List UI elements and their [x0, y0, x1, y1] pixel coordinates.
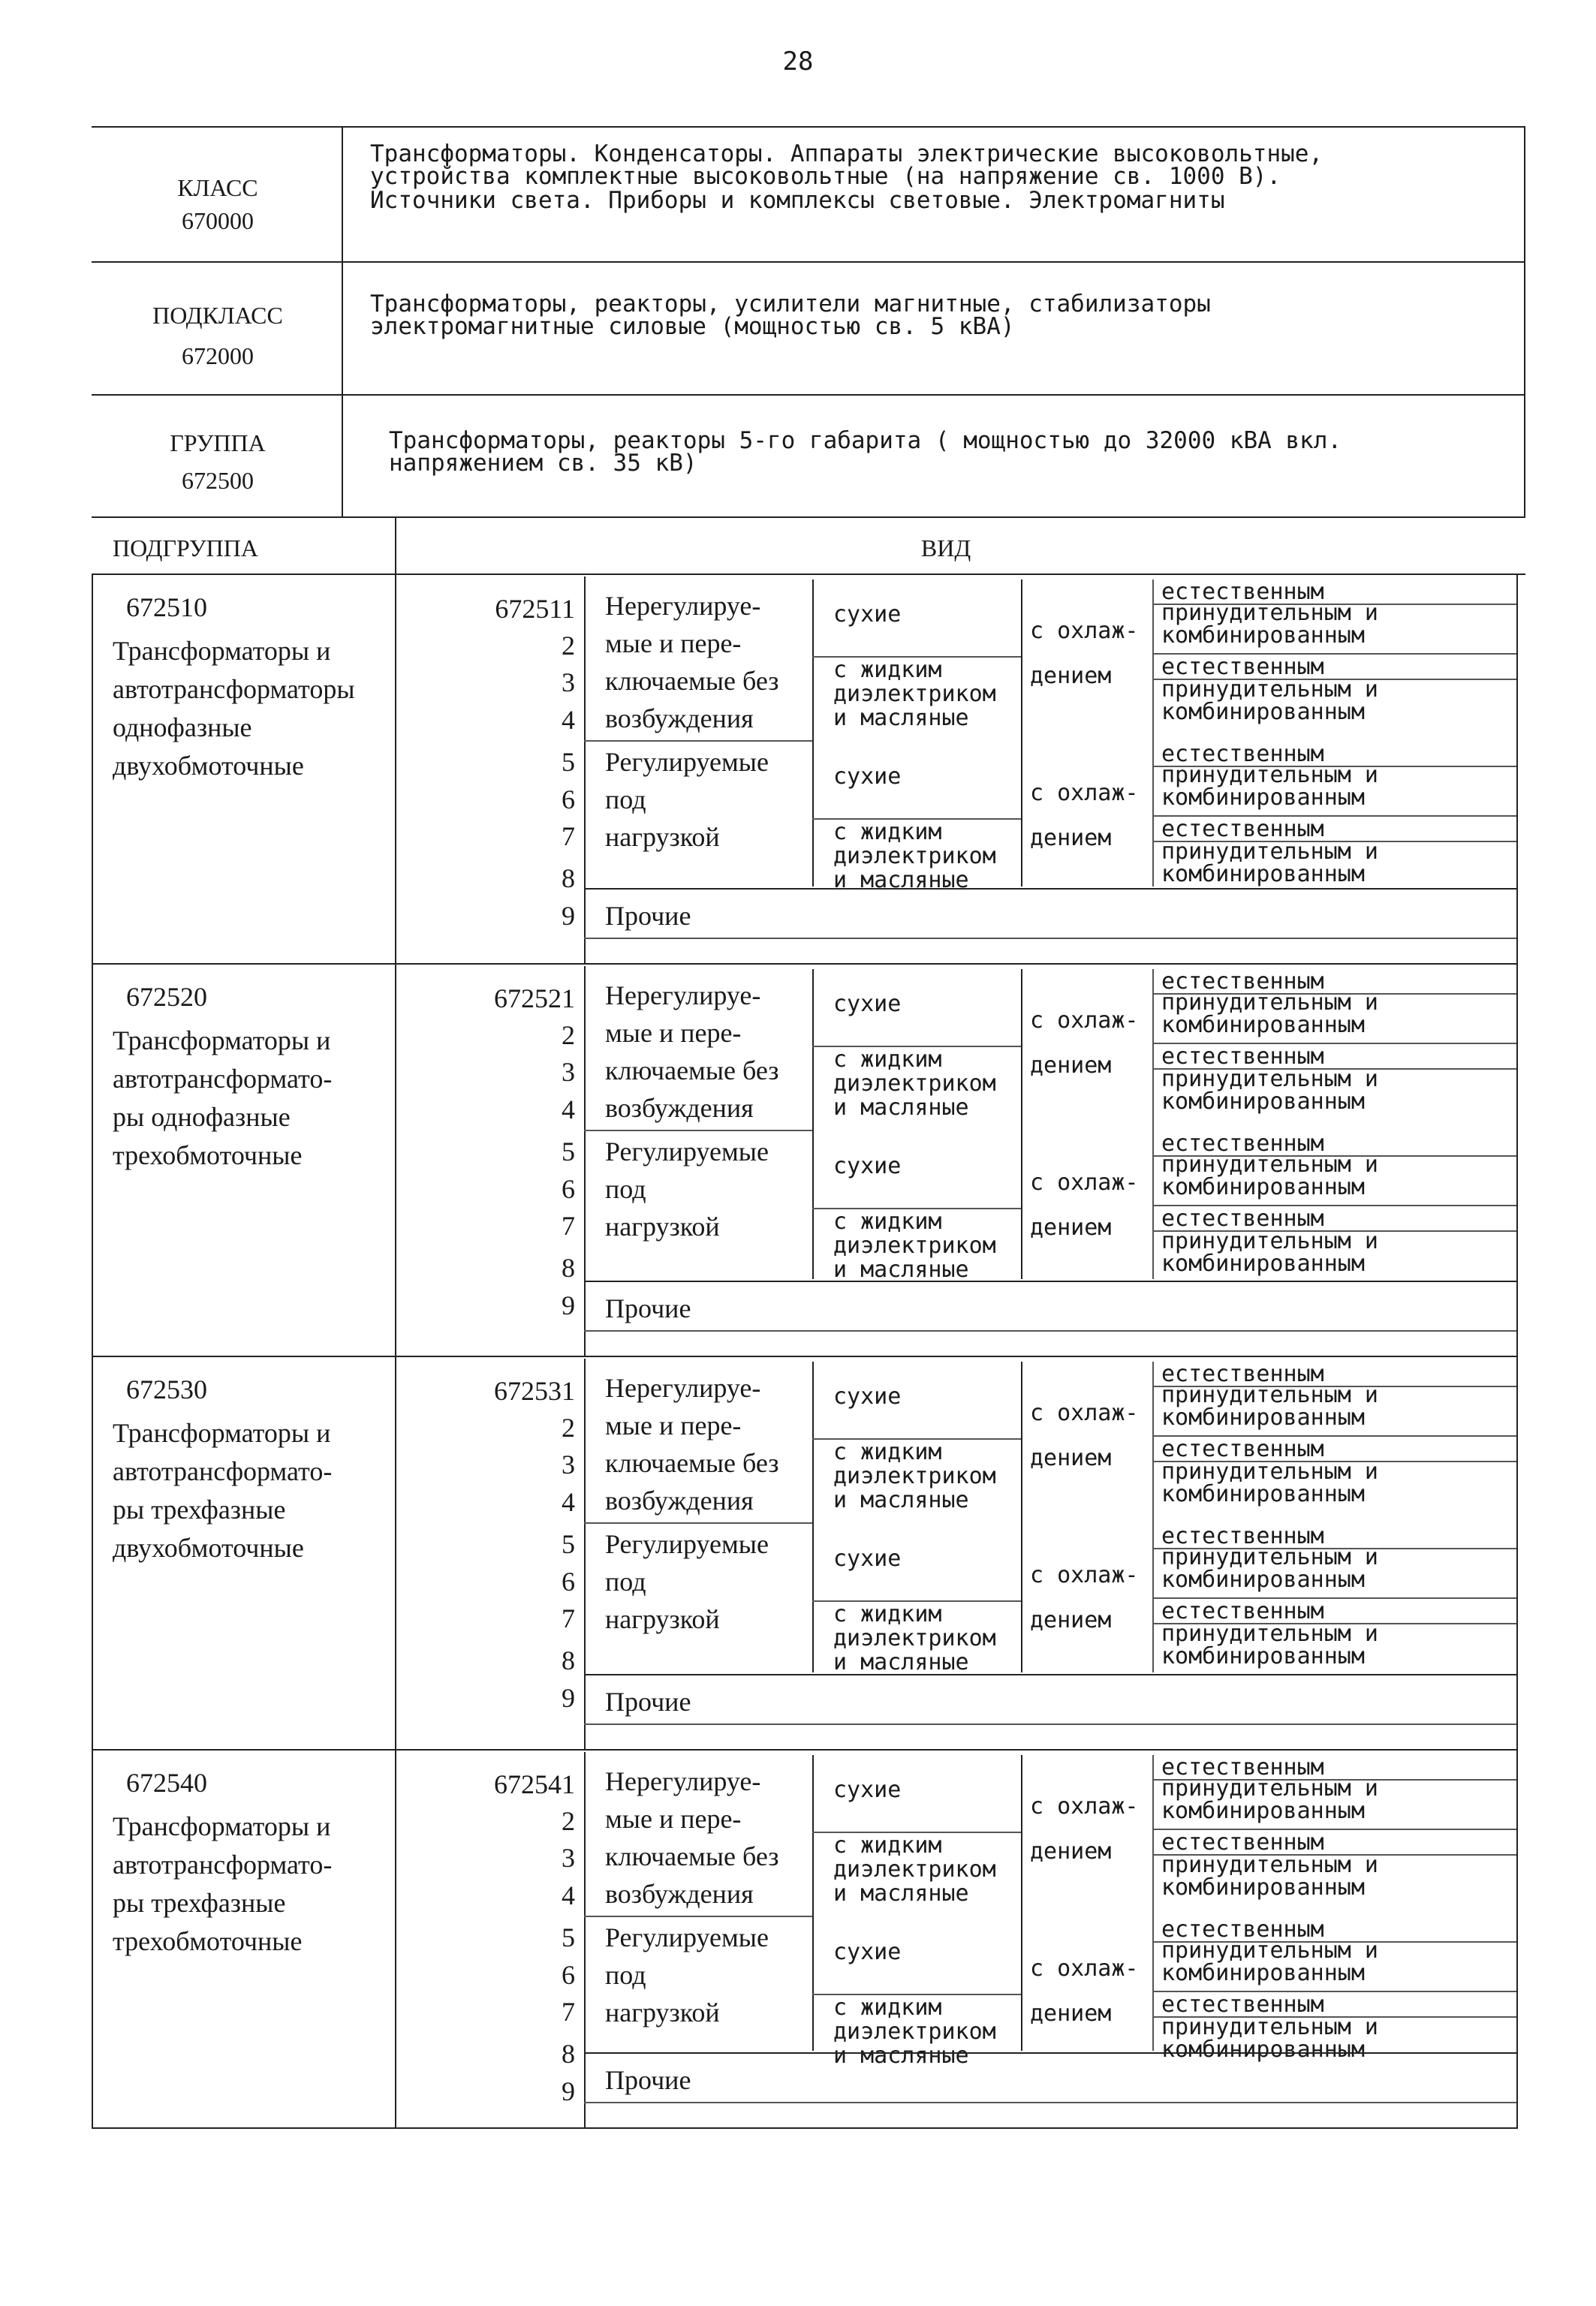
- group-text-1: Трансформаторы, реакторы 5-го габарита ( мощностью до 32000 кВА вкл.: [389, 427, 1342, 454]
- unregulated-label-line: Нерегулируе-: [605, 980, 761, 1010]
- kind-code-suffix: 5: [562, 747, 575, 777]
- liquid-label-line: с жидким: [833, 1832, 942, 1859]
- cooling-label-line: дением: [1030, 1838, 1112, 1865]
- other-row-bottom-rule: [584, 1330, 1516, 1332]
- subgroup-name-line: ры трехфазные: [113, 1888, 286, 1918]
- dry-label: сухие: [833, 991, 902, 1017]
- cooling-option: комбинированным: [1161, 1174, 1365, 1200]
- liquid-label-line: с жидким: [833, 819, 942, 845]
- cooling-label-line: с охлаж-: [1030, 1007, 1139, 1034]
- other-label: Прочие: [605, 1293, 691, 1323]
- regulated-label-line: Регулируемые: [605, 747, 769, 777]
- kind-code-suffix: 4: [562, 1094, 575, 1124]
- header-top-rule: [92, 126, 1525, 128]
- cooling-option: комбинированным: [1161, 1567, 1365, 1593]
- unregulated-label-line: Нерегулируе-: [605, 1373, 761, 1403]
- cooling-option: комбинированным: [1161, 1481, 1365, 1507]
- cooling-label-line: с охлаж-: [1030, 1793, 1139, 1820]
- regulated-label-line: под: [605, 784, 646, 814]
- regulated-separator: [584, 1522, 812, 1524]
- kind-code-suffix: 5: [562, 1136, 575, 1167]
- col-header-divider: [395, 516, 396, 576]
- subclass-code: 672000: [182, 342, 254, 369]
- regulated-label-line: под: [605, 1960, 646, 1990]
- kind-code-suffix: 9: [562, 901, 575, 931]
- option-rule: [1152, 815, 1516, 817]
- subgroup-name-line: автотрансформато-: [113, 1456, 333, 1486]
- cooling-label-line: дением: [1030, 1215, 1112, 1241]
- material-column-rule: [812, 1362, 814, 1672]
- cooling-option: естественным: [1161, 968, 1324, 995]
- col-kind-header: ВИД: [920, 534, 971, 561]
- liquid-label-line: диэлектриком: [833, 1070, 996, 1097]
- cooling-option: комбинированным: [1161, 861, 1365, 887]
- subgroup-separator: [92, 1356, 1516, 1357]
- subgroup-name-line: автотрансформато-: [113, 1064, 333, 1094]
- other-row-rule: [584, 1674, 1516, 1675]
- cooling-option: принудительным и: [1161, 676, 1378, 703]
- liquid-label-line: и масляные: [833, 1094, 969, 1121]
- regulated-label-line: нагрузкой: [605, 1212, 720, 1242]
- liquid-label-line: с жидким: [833, 1994, 942, 2021]
- header-divider: [342, 126, 343, 516]
- regulated-label-line: нагрузкой: [605, 1997, 720, 2028]
- kind-code: 672511: [495, 594, 575, 624]
- option-rule: [1152, 1779, 1516, 1781]
- unregulated-label-line: возбуждения: [605, 703, 754, 733]
- cooling-label-line: дением: [1030, 663, 1112, 689]
- kind-code-suffix: 8: [562, 2039, 575, 2069]
- unregulated-label-line: Нерегулируе-: [605, 591, 761, 621]
- other-row-rule: [584, 1281, 1516, 1282]
- cooling-option: комбинированным: [1161, 1012, 1365, 1038]
- kind-code-suffix: 7: [562, 1997, 575, 2027]
- class-bottom-rule: [92, 261, 1525, 263]
- kind-code: 672521: [494, 983, 575, 1013]
- cooling-option: комбинированным: [1161, 622, 1365, 649]
- kind-column-rule: [584, 576, 586, 963]
- unregulated-label-line: ключаемые без: [605, 666, 779, 696]
- cooling-label-line: с охлаж-: [1030, 618, 1139, 644]
- cooling-label-line: дением: [1030, 1607, 1112, 1633]
- kind-code-suffix: 5: [562, 1529, 575, 1559]
- subgroup-separator: [92, 963, 1516, 965]
- liquid-label-line: диэлектриком: [833, 2019, 996, 2045]
- cooling-option: комбинированным: [1161, 1798, 1365, 1824]
- class-text-2: устройства комплектные высоковольтные (на напряжение св. 1000 В).: [370, 163, 1281, 190]
- cooling-label-line: с охлаж-: [1030, 1170, 1139, 1196]
- subgroup-code: 672520: [126, 982, 207, 1012]
- subgroup-name-line: двухобмоточные: [113, 1533, 304, 1563]
- option-column-rule: [1152, 1362, 1154, 1672]
- cooling-option: естественным: [1161, 1043, 1324, 1070]
- cooling-option: естественным: [1161, 1754, 1324, 1781]
- liquid-label-line: и масляные: [833, 2043, 969, 2069]
- cooling-label-line: с охлаж-: [1030, 1955, 1139, 1982]
- kind-code-suffix: 8: [562, 863, 575, 893]
- group-code: 672500: [182, 467, 254, 494]
- option-rule: [1152, 1068, 1516, 1070]
- liquid-label-line: с жидким: [833, 657, 942, 683]
- cooling-column-rule: [1021, 1755, 1022, 2051]
- cooling-option: принудительным и: [1161, 2014, 1378, 2040]
- kind-code-suffix: 2: [562, 1413, 575, 1443]
- subgroup-name-line: ры трехфазные: [113, 1495, 286, 1525]
- regulated-label-line: Регулируемые: [605, 1922, 769, 1952]
- unregulated-label-line: ключаемые без: [605, 1841, 779, 1871]
- dry-label: сухие: [833, 1777, 902, 1803]
- cooling-option: естественным: [1161, 1361, 1324, 1387]
- unregulated-label-line: мые и пере-: [605, 1410, 742, 1440]
- subgroup-name-line: трехобмоточные: [113, 1140, 303, 1170]
- class-label: КЛАСС: [177, 174, 258, 201]
- cooling-option: принудительным и: [1161, 1544, 1378, 1570]
- kind-code-suffix: 2: [562, 1020, 575, 1050]
- group-text-2: напряжением св. 35 кВ): [389, 450, 697, 477]
- other-row-rule: [584, 888, 1516, 890]
- cooling-option: комбинированным: [1161, 1088, 1365, 1115]
- option-rule: [1152, 2016, 1516, 2018]
- dry-label: сухие: [833, 763, 902, 790]
- kind-code-suffix: 9: [562, 1290, 575, 1320]
- unregulated-label-line: возбуждения: [605, 1879, 754, 1909]
- option-rule: [1152, 1155, 1516, 1157]
- kind-code-suffix: 9: [562, 2076, 575, 2106]
- cooling-option: принудительным и: [1161, 1459, 1378, 1485]
- option-rule: [1152, 1386, 1516, 1387]
- kind-code-suffix: 8: [562, 1645, 575, 1675]
- cooling-label-line: дением: [1030, 1445, 1112, 1471]
- table-right-rule: [1516, 573, 1518, 2129]
- kind-code: 672531: [494, 1376, 575, 1406]
- header-right-rule: [1524, 126, 1525, 516]
- other-row-bottom-rule: [584, 1723, 1516, 1725]
- other-row-bottom-rule: [584, 938, 1516, 939]
- cooling-option: естественным: [1161, 654, 1324, 680]
- kind-code-suffix: 6: [562, 1567, 575, 1597]
- option-rule: [1152, 1597, 1516, 1599]
- subgroup-name-line: автотрансформаторы: [113, 674, 355, 704]
- option-rule: [1152, 604, 1516, 605]
- col-header-bottom-rule: [92, 573, 1525, 575]
- dry-label: сухие: [833, 1939, 902, 1965]
- liquid-label-line: и масляные: [833, 1487, 969, 1513]
- subgroup-name-line: Трансформаторы и: [113, 1811, 331, 1841]
- subclass-text-2: электромагнитные силовые (мощностью св. 5 кВА): [370, 313, 1015, 340]
- kind-code-suffix: 8: [562, 1253, 575, 1283]
- regulated-separator: [584, 1916, 812, 1917]
- material-column-rule: [812, 1755, 814, 2051]
- subgroup-name-line: Трансформаторы и: [113, 636, 331, 666]
- subclass-label: ПОДКЛАСС: [152, 302, 283, 329]
- cooling-option: принудительным и: [1161, 1228, 1378, 1254]
- cooling-option: естественным: [1161, 1916, 1324, 1943]
- cooling-option: естественным: [1161, 1598, 1324, 1624]
- kind-code: 672541: [494, 1769, 575, 1799]
- subgroup-code: 672540: [126, 1768, 207, 1798]
- unregulated-label-line: Нерегулируе-: [605, 1766, 761, 1796]
- cooling-column-rule: [1021, 580, 1022, 887]
- subgroup-name-line: двухобмоточные: [113, 751, 304, 781]
- regulated-label-line: Регулируемые: [605, 1529, 769, 1559]
- cooling-option: естественным: [1161, 1523, 1324, 1549]
- unregulated-label-line: мые и пере-: [605, 1804, 742, 1834]
- regulated-separator: [584, 740, 812, 742]
- subgroup-name-line: ры однофазные: [113, 1102, 291, 1132]
- kind-code-suffix: 6: [562, 1960, 575, 1990]
- subgroup-name-line: однофазные: [113, 712, 252, 742]
- cooling-column-rule: [1021, 1362, 1022, 1672]
- cooling-label-line: с охлаж-: [1030, 1400, 1139, 1426]
- kind-code-suffix: 6: [562, 1174, 575, 1204]
- subgroup-name-line: Трансформаторы и: [113, 1025, 331, 1055]
- kind-code-suffix: 4: [562, 1880, 575, 1910]
- regulated-label-line: нагрузкой: [605, 822, 720, 852]
- cooling-option: принудительным и: [1161, 1852, 1378, 1878]
- cooling-option: комбинированным: [1161, 1960, 1365, 1986]
- option-column-rule: [1152, 969, 1154, 1279]
- option-rule: [1152, 1941, 1516, 1943]
- option-rule: [1152, 653, 1516, 655]
- kind-code-suffix: 9: [562, 1683, 575, 1713]
- liquid-label-line: и масляные: [833, 867, 969, 893]
- kind-code-suffix: 6: [562, 784, 575, 814]
- option-rule: [1152, 993, 1516, 995]
- table-bottom-rule: [92, 2127, 1518, 2129]
- option-column-rule: [1152, 580, 1154, 887]
- unregulated-label-line: мые и пере-: [605, 1018, 742, 1048]
- kind-code-suffix: 3: [562, 667, 575, 697]
- cooling-label-line: с охлаж-: [1030, 780, 1139, 806]
- kind-column-rule: [584, 1359, 586, 1749]
- cooling-option: принудительным и: [1161, 989, 1378, 1016]
- option-rule: [1152, 1230, 1516, 1232]
- table-left-rule: [92, 573, 93, 2129]
- subgroup-code: 672530: [126, 1374, 207, 1404]
- kind-code-suffix: 2: [562, 631, 575, 661]
- subclass-bottom-rule: [92, 394, 1525, 396]
- liquid-label-line: с жидким: [833, 1046, 942, 1073]
- cooling-option: принудительным и: [1161, 1066, 1378, 1092]
- liquid-label-line: и масляные: [833, 1257, 969, 1283]
- option-rule: [1152, 1854, 1516, 1856]
- cooling-label-line: дением: [1030, 825, 1112, 851]
- subgroup-name-line: Трансформаторы и: [113, 1418, 331, 1448]
- option-rule: [1152, 1435, 1516, 1437]
- cooling-label-line: с охлаж-: [1030, 1562, 1139, 1588]
- liquid-label-line: диэлектриком: [833, 1625, 996, 1651]
- cooling-option: принудительным и: [1161, 600, 1378, 626]
- option-rule: [1152, 1461, 1516, 1462]
- class-text-3: Источники света. Приборы и комплексы световые. Электромагниты: [370, 187, 1225, 214]
- kind-column-rule: [584, 966, 586, 1356]
- cooling-option: комбинированным: [1161, 2037, 1365, 2063]
- kind-code-suffix: 5: [562, 1922, 575, 1952]
- cooling-column-rule: [1021, 969, 1022, 1279]
- subclass-text-1: Трансформаторы, реакторы, усилители магнитные, стабилизаторы: [370, 291, 1211, 318]
- option-rule: [1152, 1829, 1516, 1830]
- kind-code-suffix: 2: [562, 1806, 575, 1836]
- kind-code-suffix: 7: [562, 1603, 575, 1633]
- dry-label: сухие: [833, 1153, 902, 1179]
- liquid-label-line: с жидким: [833, 1209, 942, 1235]
- group-bottom-rule: [92, 516, 1525, 518]
- regulated-label-line: нагрузкой: [605, 1604, 720, 1634]
- cooling-option: комбинированным: [1161, 699, 1365, 725]
- liquid-label-line: и масляные: [833, 1649, 969, 1675]
- material-column-rule: [812, 580, 814, 887]
- class-code: 670000: [182, 207, 254, 234]
- kind-code-suffix: 4: [562, 705, 575, 735]
- unregulated-label-line: возбуждения: [605, 1486, 754, 1516]
- code-column-rule: [395, 573, 396, 963]
- cooling-option: естественным: [1161, 816, 1324, 842]
- cooling-option: комбинированным: [1161, 1404, 1365, 1431]
- unregulated-label-line: мые и пере-: [605, 628, 742, 658]
- kind-code-suffix: 7: [562, 821, 575, 851]
- unregulated-label-line: ключаемые без: [605, 1448, 779, 1478]
- code-column-rule: [395, 1356, 396, 1749]
- subgroup-separator: [92, 1749, 1516, 1751]
- cooling-option: комбинированным: [1161, 1643, 1365, 1669]
- option-rule: [1152, 1991, 1516, 1992]
- class-text-1: Трансформаторы. Конденсаторы. Аппараты электрические высоковольтные,: [370, 140, 1323, 167]
- dry-label: сухие: [833, 1383, 902, 1410]
- dry-label: сухие: [833, 601, 902, 628]
- kind-code-suffix: 3: [562, 1843, 575, 1873]
- regulated-label-line: Регулируемые: [605, 1136, 769, 1167]
- cooling-option: комбинированным: [1161, 1874, 1365, 1901]
- cooling-option: принудительным и: [1161, 1151, 1378, 1178]
- material-column-rule: [812, 969, 814, 1279]
- option-rule: [1152, 1548, 1516, 1549]
- dry-label: сухие: [833, 1546, 902, 1572]
- other-label: Прочие: [605, 1687, 691, 1717]
- cooling-option: принудительным и: [1161, 1937, 1378, 1964]
- cooling-option: принудительным и: [1161, 762, 1378, 788]
- other-label: Прочие: [605, 901, 691, 931]
- liquid-label-line: диэлектриком: [833, 1463, 996, 1489]
- cooling-option: принудительным и: [1161, 1382, 1378, 1408]
- cooling-option: принудительным и: [1161, 1775, 1378, 1802]
- option-rule: [1152, 1205, 1516, 1206]
- liquid-label-line: с жидким: [833, 1601, 942, 1627]
- code-column-rule: [395, 1749, 396, 2127]
- cooling-option: естественным: [1161, 579, 1324, 605]
- kind-code-suffix: 3: [562, 1450, 575, 1480]
- kind-code-suffix: 4: [562, 1487, 575, 1517]
- cooling-option: естественным: [1161, 1206, 1324, 1232]
- regulated-label-line: под: [605, 1567, 646, 1597]
- option-rule: [1152, 766, 1516, 767]
- group-label: ГРУППА: [170, 429, 266, 456]
- liquid-label-line: диэлектриком: [833, 1233, 996, 1259]
- liquid-label-line: диэлектриком: [833, 1856, 996, 1883]
- other-label: Прочие: [605, 2065, 691, 2095]
- option-rule: [1152, 679, 1516, 680]
- subgroup-code: 672510: [126, 592, 207, 622]
- cooling-label-line: дением: [1030, 1052, 1112, 1079]
- cooling-option: комбинированным: [1161, 1251, 1365, 1277]
- cooling-option: естественным: [1161, 1436, 1324, 1462]
- regulated-label-line: под: [605, 1174, 646, 1204]
- liquid-label-line: диэлектриком: [833, 681, 996, 707]
- liquid-label-line: и масляные: [833, 705, 969, 731]
- cooling-option: принудительным и: [1161, 838, 1378, 865]
- other-row-bottom-rule: [584, 2102, 1516, 2103]
- subgroup-name-line: трехобмоточные: [113, 1926, 303, 1956]
- col-subgroup-header: ПОДГРУППА: [113, 534, 258, 561]
- liquid-label-line: с жидким: [833, 1439, 942, 1465]
- cooling-option: естественным: [1161, 1829, 1324, 1856]
- cooling-option: естественным: [1161, 1991, 1324, 2018]
- kind-code-suffix: 7: [562, 1211, 575, 1241]
- kind-column-rule: [584, 1752, 586, 2127]
- cooling-option: естественным: [1161, 1130, 1324, 1157]
- cooling-option: комбинированным: [1161, 784, 1365, 811]
- cooling-option: естественным: [1161, 741, 1324, 767]
- option-rule: [1152, 1623, 1516, 1624]
- liquid-label-line: и масляные: [833, 1880, 969, 1907]
- subgroup-name-line: автотрансформато-: [113, 1850, 333, 1880]
- cooling-option: принудительным и: [1161, 1621, 1378, 1647]
- option-rule: [1152, 841, 1516, 842]
- option-rule: [1152, 1043, 1516, 1044]
- page-number: 28: [782, 47, 814, 77]
- other-row-rule: [584, 2052, 1516, 2054]
- unregulated-label-line: ключаемые без: [605, 1055, 779, 1085]
- liquid-label-line: диэлектриком: [833, 843, 996, 869]
- code-column-rule: [395, 963, 396, 1356]
- regulated-separator: [584, 1130, 812, 1131]
- cooling-label-line: дением: [1030, 2000, 1112, 2027]
- kind-code-suffix: 3: [562, 1057, 575, 1087]
- unregulated-label-line: возбуждения: [605, 1093, 754, 1123]
- option-column-rule: [1152, 1755, 1154, 2051]
